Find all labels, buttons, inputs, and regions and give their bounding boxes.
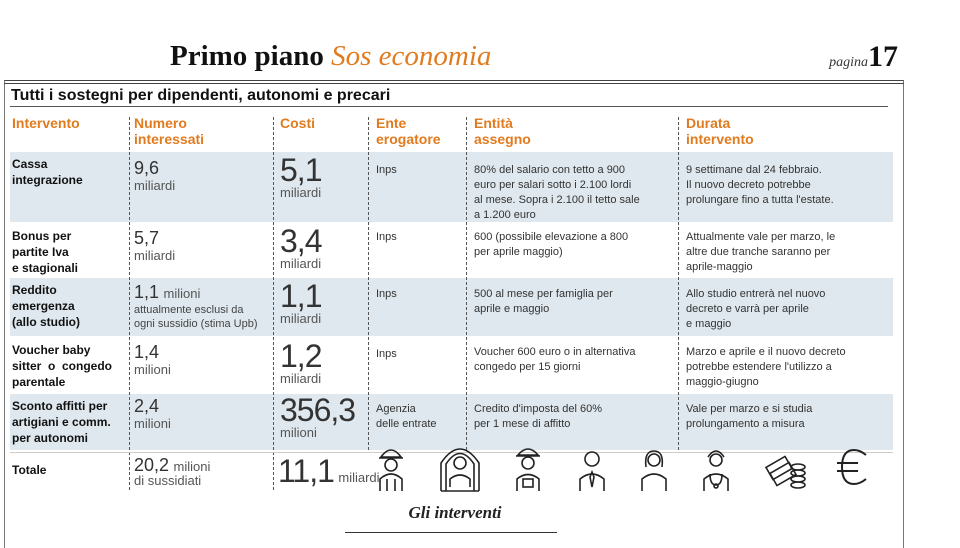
businessman-icon bbox=[576, 441, 608, 493]
entita-cell bbox=[474, 230, 628, 260]
entita-cell bbox=[474, 287, 613, 317]
header-durata-line2: intervento bbox=[686, 131, 754, 147]
numero-value: 9,6 bbox=[134, 158, 160, 178]
masthead bbox=[0, 0, 960, 78]
column-divider bbox=[678, 117, 679, 450]
entita-line: Voucher 600 euro o in alternativa bbox=[474, 346, 636, 358]
table-row bbox=[10, 278, 893, 336]
entita-line: per aprile maggio) bbox=[474, 246, 563, 258]
ente-line: Inps bbox=[376, 231, 397, 243]
durata-cell bbox=[686, 345, 846, 390]
row-label-line: artigiani e comm. bbox=[12, 415, 111, 429]
header-ente bbox=[376, 115, 441, 147]
header-intervento-text: Intervento bbox=[12, 115, 80, 131]
costo-unit: miliardi bbox=[280, 256, 322, 271]
header-costi bbox=[280, 115, 315, 131]
woman-icon bbox=[638, 441, 670, 493]
ente-cell bbox=[376, 230, 397, 245]
numero-cell bbox=[134, 396, 171, 431]
row-label-line: parentale bbox=[12, 375, 66, 389]
row-label-line: Voucher baby bbox=[12, 343, 91, 357]
icons-strip bbox=[376, 441, 876, 493]
durata-line: Allo studio entrerà nel nuovo bbox=[686, 288, 826, 300]
title-rule bbox=[10, 106, 888, 107]
costo-unit: miliardi bbox=[280, 371, 322, 386]
costo-unit: miliardi bbox=[280, 311, 322, 326]
total-costo-unit: miliardi bbox=[338, 470, 380, 485]
numero-unit: milioni bbox=[134, 416, 171, 431]
money-coins-icon bbox=[764, 441, 808, 493]
costo-cell bbox=[280, 223, 322, 271]
ente-line: Inps bbox=[376, 288, 397, 300]
entita-line: 80% del salario con tetto a 900 bbox=[474, 164, 626, 176]
row-label-line: integrazione bbox=[12, 173, 83, 187]
entita-line: a 1.200 euro bbox=[474, 209, 536, 221]
header-costi-text: Costi bbox=[280, 115, 315, 131]
entita-line: congedo per 15 giorni bbox=[474, 361, 581, 373]
numero-cell bbox=[134, 158, 175, 193]
row-label bbox=[12, 282, 127, 330]
row-label-line: sitter o congedo bbox=[12, 359, 113, 373]
numero-unit: miliardi bbox=[134, 178, 176, 193]
entita-line: aprile e maggio bbox=[474, 303, 550, 315]
entita-line: 600 (possibile elevazione a 800 bbox=[474, 231, 629, 243]
page-number: 17 bbox=[868, 40, 898, 73]
costo-unit: milioni bbox=[280, 425, 317, 440]
euro-icon bbox=[834, 441, 874, 493]
durata-line: prolungare fino a tutta l'estate. bbox=[686, 194, 834, 206]
numero-value: 5,7 bbox=[134, 228, 160, 248]
ente-line: Inps bbox=[376, 348, 397, 360]
numero-unit: milioni bbox=[134, 362, 171, 377]
header-numero-line2: interessati bbox=[134, 131, 205, 147]
row-label bbox=[12, 342, 127, 390]
ente-cell bbox=[376, 287, 397, 302]
header-ente-line1: Ente bbox=[376, 115, 407, 131]
column-divider bbox=[273, 117, 274, 490]
table-row bbox=[10, 338, 893, 392]
row-label-line: partite Iva bbox=[12, 245, 69, 259]
row-label bbox=[12, 398, 127, 446]
page-indicator bbox=[829, 40, 898, 74]
costo-value: 5,1 bbox=[280, 152, 322, 188]
costo-cell bbox=[280, 278, 322, 326]
numero-value: 1,4 bbox=[134, 342, 160, 362]
total-label: Totale bbox=[12, 463, 47, 477]
numero-line bbox=[134, 282, 258, 303]
doctor-icon bbox=[700, 441, 732, 493]
header-numero bbox=[134, 115, 204, 147]
column-divider bbox=[129, 117, 130, 490]
column-divider bbox=[368, 117, 369, 450]
row-label bbox=[12, 228, 127, 276]
numero-cell bbox=[134, 282, 258, 331]
worker-arch-icon bbox=[438, 441, 482, 493]
page-title bbox=[170, 40, 491, 73]
header-ente-line2: erogatore bbox=[376, 131, 441, 147]
total-numero-cell bbox=[134, 455, 210, 488]
header-intervento bbox=[12, 115, 80, 131]
ente-cell bbox=[376, 402, 437, 432]
column-divider bbox=[466, 117, 467, 450]
header-entita-line1: Entità bbox=[474, 115, 513, 131]
numero-cell bbox=[134, 342, 171, 377]
numero-unit: miliardi bbox=[134, 248, 176, 263]
durata-line: prolungamento a misura bbox=[686, 418, 805, 430]
entita-cell bbox=[474, 345, 635, 375]
header-numero-line1: Numero bbox=[134, 115, 187, 131]
durata-line: potrebbe estendere l'utilizzo a bbox=[686, 361, 832, 373]
total-numero-unit: milioni bbox=[173, 459, 211, 474]
durata-cell bbox=[686, 163, 834, 208]
worker-hardhat-icon bbox=[512, 441, 544, 493]
ente-line: Inps bbox=[376, 164, 397, 176]
numero-note-line: attualmente esclusi da bbox=[134, 304, 244, 316]
row-label-line: Sconto affitti per bbox=[12, 399, 108, 413]
header-durata bbox=[686, 115, 754, 147]
worker-helmet-icon bbox=[376, 441, 406, 493]
entita-cell bbox=[474, 163, 640, 223]
row-label-line: Reddito bbox=[12, 283, 57, 297]
numero-value: 1,1 bbox=[134, 282, 160, 302]
costo-cell bbox=[280, 392, 356, 440]
ente-line: delle entrate bbox=[376, 418, 437, 430]
durata-line: 9 settimane dal 24 febbraio. bbox=[686, 164, 822, 176]
row-label-line: emergenza bbox=[12, 299, 75, 313]
header-entita bbox=[474, 115, 531, 147]
costo-cell bbox=[280, 152, 322, 200]
entita-line: Credito d'imposta del 60% bbox=[474, 403, 603, 415]
total-costo-cell bbox=[278, 453, 380, 489]
costo-value: 3,4 bbox=[280, 223, 322, 259]
entita-line: euro per salari sotto i 2.100 lordi bbox=[474, 179, 632, 191]
table-row bbox=[10, 152, 893, 222]
ente-cell bbox=[376, 163, 397, 178]
page-label: pagina bbox=[829, 55, 868, 70]
entita-line: al mese. Sopra i 2.100 il tetto sale bbox=[474, 194, 640, 206]
durata-cell bbox=[686, 402, 812, 432]
numero-cell bbox=[134, 228, 175, 263]
durata-line: Marzo e aprile e il nuovo decreto bbox=[686, 346, 846, 358]
footer-label: Gli interventi bbox=[408, 503, 502, 522]
costo-unit: miliardi bbox=[280, 185, 322, 200]
costo-value: 356,3 bbox=[280, 392, 356, 428]
header-durata-line1: Durata bbox=[686, 115, 731, 131]
infographic-title: Tutti i sostegni per dipendenti, autonomi e precari bbox=[11, 87, 391, 104]
ente-line: Agenzia bbox=[376, 403, 416, 415]
table-row bbox=[10, 224, 893, 276]
header-entita-line2: assegno bbox=[474, 131, 531, 147]
total-numero-note: di sussidiati bbox=[134, 473, 202, 488]
newspaper-section-title: Primo piano bbox=[170, 40, 324, 72]
durata-line: decreto e varrà per aprile bbox=[686, 303, 809, 315]
costo-cell bbox=[280, 338, 322, 386]
ente-cell bbox=[376, 347, 397, 362]
total-numero-value: 20,2 bbox=[134, 455, 170, 475]
costo-value: 1,2 bbox=[280, 338, 322, 374]
row-label-line: Cassa bbox=[12, 157, 48, 171]
entita-line: per 1 mese di affitto bbox=[474, 418, 571, 430]
durata-line: maggio-giugno bbox=[686, 376, 759, 388]
numero-value: 2,4 bbox=[134, 396, 160, 416]
costo-value: 1,1 bbox=[280, 278, 322, 314]
durata-line: Attualmente vale per marzo, le bbox=[686, 231, 836, 243]
durata-cell bbox=[686, 230, 835, 275]
entita-cell bbox=[474, 402, 602, 432]
footer-rule bbox=[345, 532, 557, 533]
row-label-line: (allo studio) bbox=[12, 315, 80, 329]
durata-line: Il nuovo decreto potrebbe bbox=[686, 179, 811, 191]
section-name: Sos economia bbox=[331, 40, 492, 72]
entita-line: 500 al mese per famiglia per bbox=[474, 288, 613, 300]
durata-line: Vale per marzo e si studia bbox=[686, 403, 813, 415]
row-label bbox=[12, 156, 127, 188]
durata-line: e maggio bbox=[686, 318, 732, 330]
numero-note-line: ogni sussidio (stima Upb) bbox=[134, 318, 258, 330]
durata-cell bbox=[686, 287, 825, 332]
row-label-line: Bonus per bbox=[12, 229, 72, 243]
total-costo-value: 11,1 bbox=[278, 453, 334, 489]
durata-line: aprile-maggio bbox=[686, 261, 753, 273]
durata-line: altre due tranche saranno per bbox=[686, 246, 831, 258]
row-label-line: e stagionali bbox=[12, 261, 79, 275]
row-label-line: per autonomi bbox=[12, 431, 89, 445]
numero-unit: milioni bbox=[163, 286, 201, 301]
frame-top-rule bbox=[4, 83, 904, 84]
